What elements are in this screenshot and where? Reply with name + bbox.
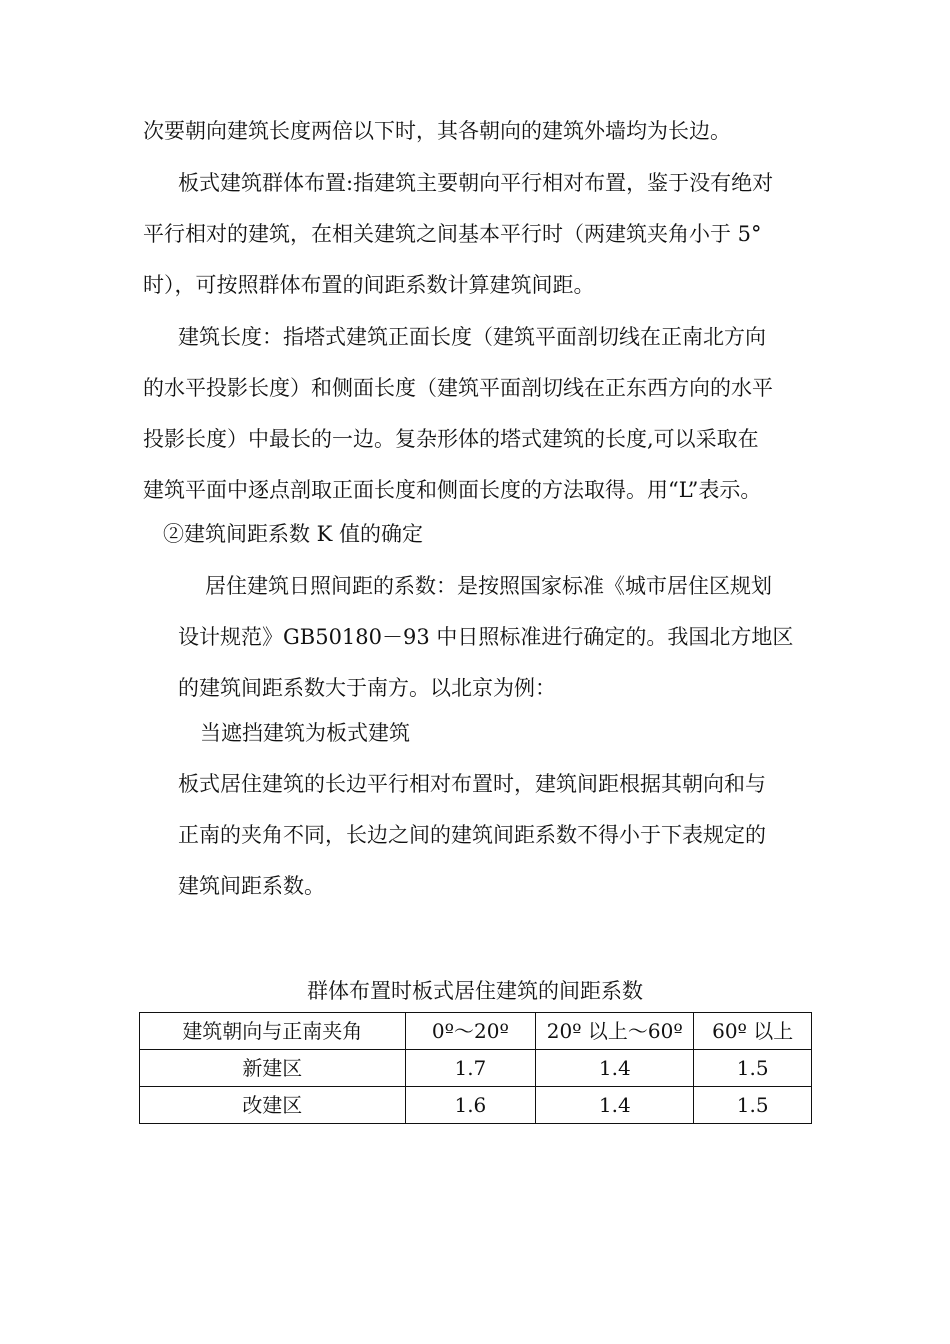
paragraph-line: 正南的夹角不同，长边之间的建筑间距系数不得小于下表规定的 xyxy=(178,823,766,847)
paragraph-line: 当遮挡建筑为板式建筑 xyxy=(200,721,410,745)
table-cell: 1.4 xyxy=(536,1050,694,1087)
paragraph-line: 的建筑间距系数大于南方。以北京为例： xyxy=(178,676,556,700)
table-cell: 改建区 xyxy=(140,1087,406,1124)
table-header-cell: 0º～20º xyxy=(405,1013,535,1050)
paragraph-line: 设计规范》GB50180－93 中日照标准进行确定的。我国北方地区 xyxy=(178,625,794,649)
table-row xyxy=(140,1087,812,1124)
table-row xyxy=(140,1050,812,1087)
table-cell: 1.7 xyxy=(405,1050,535,1087)
paragraph-line: 板式建筑群体布置:指建筑主要朝向平行相对布置，鉴于没有绝对 xyxy=(178,171,774,195)
table-cell: 1.5 xyxy=(694,1087,812,1124)
table-cell: 1.4 xyxy=(536,1087,694,1124)
paragraph-line: 建筑平面中逐点剖取正面长度和侧面长度的方法取得。用“L”表示。 xyxy=(143,478,762,502)
paragraph-line: 次要朝向建筑长度两倍以下时，其各朝向的建筑外墙均为长边。 xyxy=(143,119,731,143)
paragraph-line: 时），可按照群体布置的间距系数计算建筑间距。 xyxy=(143,273,595,297)
paragraph-line: 平行相对的建筑，在相关建筑之间基本平行时（两建筑夹角小于 5° xyxy=(143,222,762,246)
table-header-row xyxy=(140,1013,812,1050)
paragraph-line: 投影长度）中最长的一边。复杂形体的塔式建筑的长度,可以采取在 xyxy=(143,427,759,451)
table-cell: 1.5 xyxy=(694,1050,812,1087)
paragraph-line: 居住建筑日照间距的系数：是按照国家标准《城市居住区规划 xyxy=(205,574,772,598)
table-caption: 群体布置时板式居住建筑的间距系数 xyxy=(307,979,643,1003)
spacing-coefficient-table xyxy=(139,1012,812,1124)
table-header-cell: 60º 以上 xyxy=(694,1013,812,1050)
table-cell: 1.6 xyxy=(405,1087,535,1124)
paragraph-line: 板式居住建筑的长边平行相对布置时，建筑间距根据其朝向和与 xyxy=(178,772,766,796)
paragraph-line: 的水平投影长度）和侧面长度（建筑平面剖切线在正东西方向的水平 xyxy=(143,376,773,400)
table-cell: 新建区 xyxy=(140,1050,406,1087)
table-header-cell: 20º 以上～60º xyxy=(536,1013,694,1050)
paragraph-line: 建筑长度：指塔式建筑正面长度（建筑平面剖切线在正南北方向 xyxy=(178,325,766,349)
section-heading: ②建筑间距系数 K 值的确定 xyxy=(163,522,424,546)
table-header-cell: 建筑朝向与正南夹角 xyxy=(140,1013,406,1050)
paragraph-line: 建筑间距系数。 xyxy=(178,874,325,898)
